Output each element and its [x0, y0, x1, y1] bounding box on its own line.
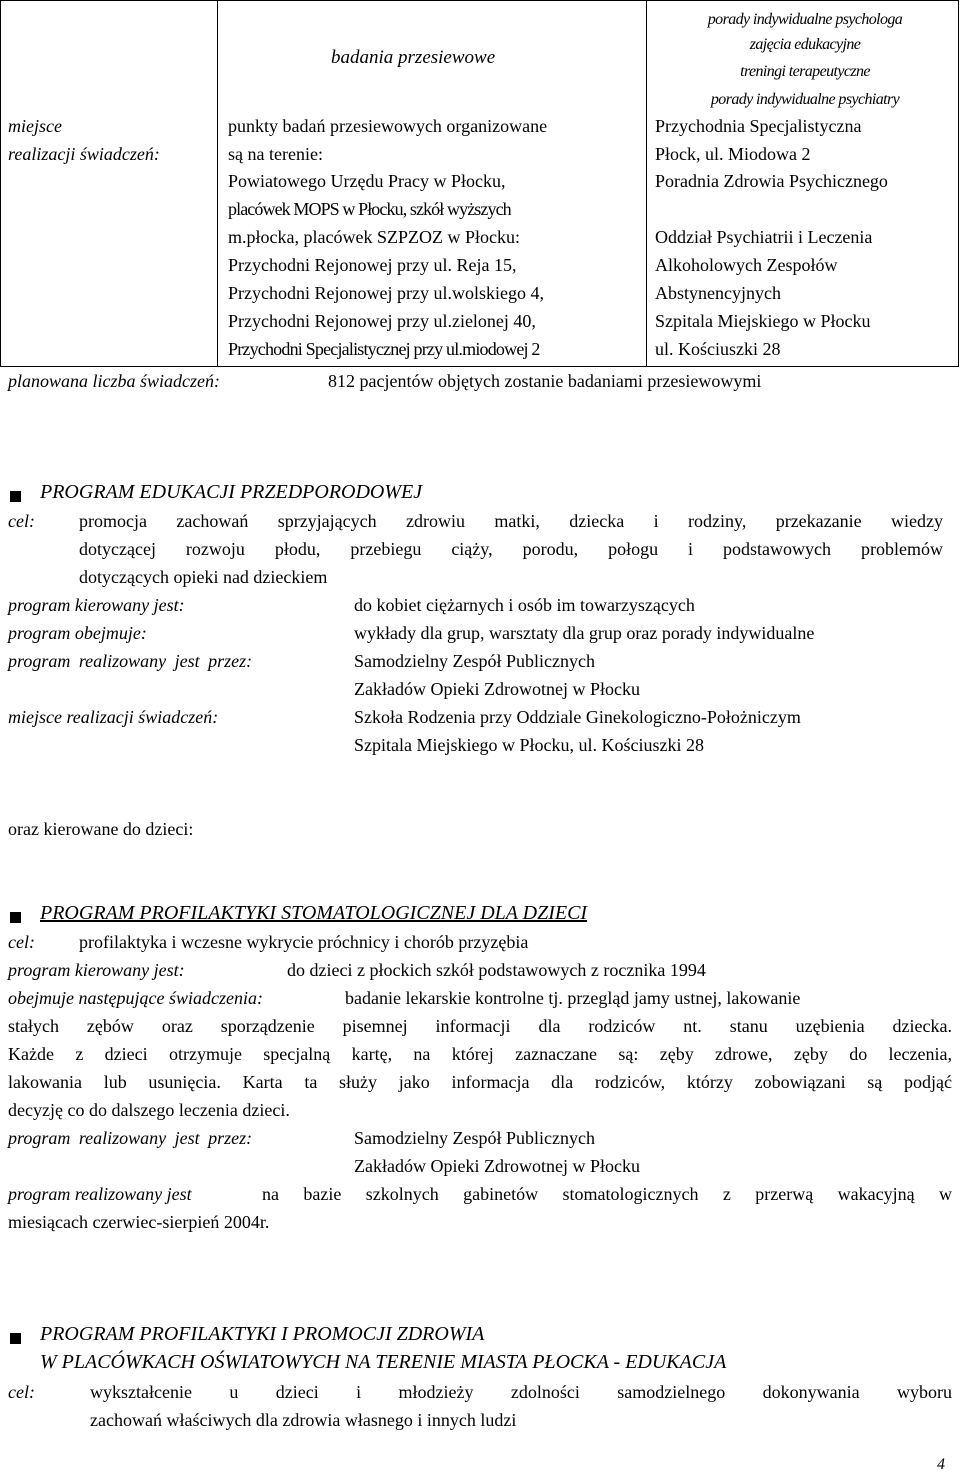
section2-body-line: lakowania lub usunięcia. Karta ta służy jako informacja dla rodziców, którzy zobowiązani są podjąć — [8, 1072, 952, 1092]
col2-line: m.płocka, placówek SZPZOZ w Płocku: — [228, 227, 520, 247]
col3-line: Poradnia Zdrowia Psychicznego — [655, 171, 888, 191]
section3-title-line: W PLACÓWKACH OŚWIATOWYCH NA TERENIE MIASTA PŁOCKA - EDUKACJA — [40, 1351, 727, 1373]
planned-label: planowana liczba świadczeń: — [8, 371, 220, 391]
section2-body-line: stałych zębów oraz sporządzenie pisemnej informacji dla rodziców nt. stanu uzębienia dziecka. — [8, 1016, 952, 1036]
section1-cel-line: dotyczących opieki nad dzieckiem — [79, 567, 328, 587]
col3-line: Szpitala Miejskiego w Płocku — [655, 311, 871, 331]
section2-realizowany-label: program realizowany jest przez: — [8, 1128, 253, 1148]
section2-realizowany2-label: program realizowany jest — [8, 1184, 192, 1204]
section1-kierowany-value: do kobiet ciężarnych i osób im towarzyszących — [354, 595, 695, 615]
section2-obejmuje-label: obejmuje następujące świadczenia: — [8, 988, 263, 1008]
col3-line: Alkoholowych Zespołów — [655, 255, 838, 275]
col3-header-3: treningi terapeutyczne — [740, 63, 870, 80]
section2-obejmuje-value: badanie lekarskie kontrolne tj. przegląd jamy ustnej, lakowanie — [345, 988, 801, 1008]
section2-cel-value: profilaktyka i wczesne wykrycie próchnicy i chorób przyzębia — [79, 932, 529, 952]
section1-miejsce-value: Szkoła Rodzenia przy Oddziale Ginekologiczno-Położniczym — [354, 707, 801, 727]
section2-realizowany-value: Samodzielny Zespół Publicznych — [354, 1128, 595, 1148]
table-border-top — [0, 0, 959, 1]
col3-line: Płock, ul. Miodowa 2 — [655, 144, 811, 164]
section2-kierowany-value: do dzieci z płockich szkół podstawowych z rocznika 1994 — [287, 960, 706, 980]
table-divider-1 — [217, 0, 218, 367]
section2-body-line: Każde z dzieci otrzymuje specjalną kartę, na której zaznaczane są: zęby zdrowe, zęby do leczenia, — [8, 1044, 952, 1064]
section2-body-line: decyzję co do dalszego leczenia dzieci. — [8, 1100, 290, 1120]
section1-cel-line: dotyczącej rozwoju płodu, przebiegu ciąży, porodu, połogu i podstawowych problemów — [79, 539, 943, 559]
section1-kierowany-label: program kierowany jest: — [8, 595, 185, 615]
table-border-right — [958, 0, 959, 367]
table-divider-2 — [646, 0, 647, 367]
section1-bullet — [10, 491, 21, 502]
col3-line: ul. Kościuszki 28 — [655, 339, 781, 359]
planned-value: 812 pacjentów objętych zostanie badaniami przesiewowymi — [328, 371, 762, 391]
section2-bullet — [10, 912, 21, 923]
section2-title: PROGRAM PROFILAKTYKI STOMATOLOGICZNEJ DLA DZIECI — [40, 902, 588, 924]
section2-realizowany2-cont: miesiącach czerwiec-sierpień 2004r. — [8, 1212, 270, 1232]
section1-realizowany-value: Zakładów Opieki Zdrowotnej w Płocku — [354, 679, 640, 699]
section2-kierowany-label: program kierowany jest: — [8, 960, 185, 980]
between-text: oraz kierowane do dzieci: — [8, 819, 194, 839]
section1-obejmuje-value: wykłady dla grup, warsztaty dla grup oraz porady indywidualne — [354, 623, 815, 643]
table-border-left — [0, 0, 1, 367]
section1-miejsce-value: Szpitala Miejskiego w Płocku, ul. Kościuszki 28 — [354, 735, 704, 755]
section1-cel-label: cel: — [8, 511, 35, 531]
col2-line: Przychodni Rejonowej przy ul.wolskiego 4, — [228, 283, 544, 303]
row-label-1: miejsce — [8, 116, 62, 136]
section1-obejmuje-label: program obejmuje: — [8, 623, 147, 643]
section1-realizowany-value: Samodzielny Zespół Publicznych — [354, 651, 595, 671]
section3-cel-line: wykształcenie u dzieci i młodzieży zdolności samodzielnego dokonywania wyboru — [90, 1382, 952, 1402]
section2-realizowany-value: Zakładów Opieki Zdrowotnej w Płocku — [354, 1156, 640, 1176]
col3-header-1: porady indywidualne psychologa — [707, 11, 903, 28]
section2-realizowany2-value: na bazie szkolnych gabinetów stomatologicznych z przerwą wakacyjną w — [262, 1184, 952, 1204]
table-border-bottom — [0, 366, 959, 367]
section1-realizowany-label: program realizowany jest przez: — [8, 651, 253, 671]
col3-line: Oddział Psychiatrii i Leczenia — [655, 227, 873, 247]
row-label-2: realizacji świadczeń: — [8, 144, 160, 164]
col2-line: Przychodni Rejonowej przy ul.zielonej 40, — [228, 311, 536, 331]
col2-line: są na terenie: — [228, 144, 323, 164]
col2-header: badania przesiewowe — [331, 47, 496, 68]
section3-title-line: PROGRAM PROFILAKTYKI I PROMOCJI ZDROWIA — [40, 1323, 485, 1345]
section3-cel-line: zachowań właściwych dla zdrowia własnego i innych ludzi — [90, 1410, 517, 1430]
section2-cel-label: cel: — [8, 932, 35, 952]
section3-bullet — [10, 1333, 21, 1344]
section3-cel-label: cel: — [8, 1382, 35, 1402]
col2-line: placówek MOPS w Płocku, szkół wyższych — [228, 199, 511, 219]
col2-line: Powiatowego Urzędu Pracy w Płocku, — [228, 171, 506, 191]
col3-header-4: porady indywidualne psychiatry — [710, 91, 900, 108]
col2-line: punkty badań przesiewowych organizowane — [228, 116, 548, 136]
col3-header-2: zajęcia edukacyjne — [749, 36, 861, 53]
section1-cel-line: promocja zachowań sprzyjających zdrowiu matki, dziecka i rodziny, przekazanie wiedzy — [79, 511, 943, 531]
section1-title: PROGRAM EDUKACJI PRZEDPORODOWEJ — [40, 481, 423, 503]
col3-line: Przychodnia Specjalistyczna — [655, 116, 862, 136]
page-number: 4 — [937, 1456, 945, 1473]
col3-line: Abstynencyjnych — [655, 283, 781, 303]
section1-miejsce-label: miejsce realizacji świadczeń: — [8, 707, 219, 727]
col2-line: Przychodni Rejonowej przy ul. Reja 15, — [228, 255, 517, 275]
col2-line: Przychodni Specjalistycznej przy ul.miodowej 2 — [228, 339, 540, 359]
